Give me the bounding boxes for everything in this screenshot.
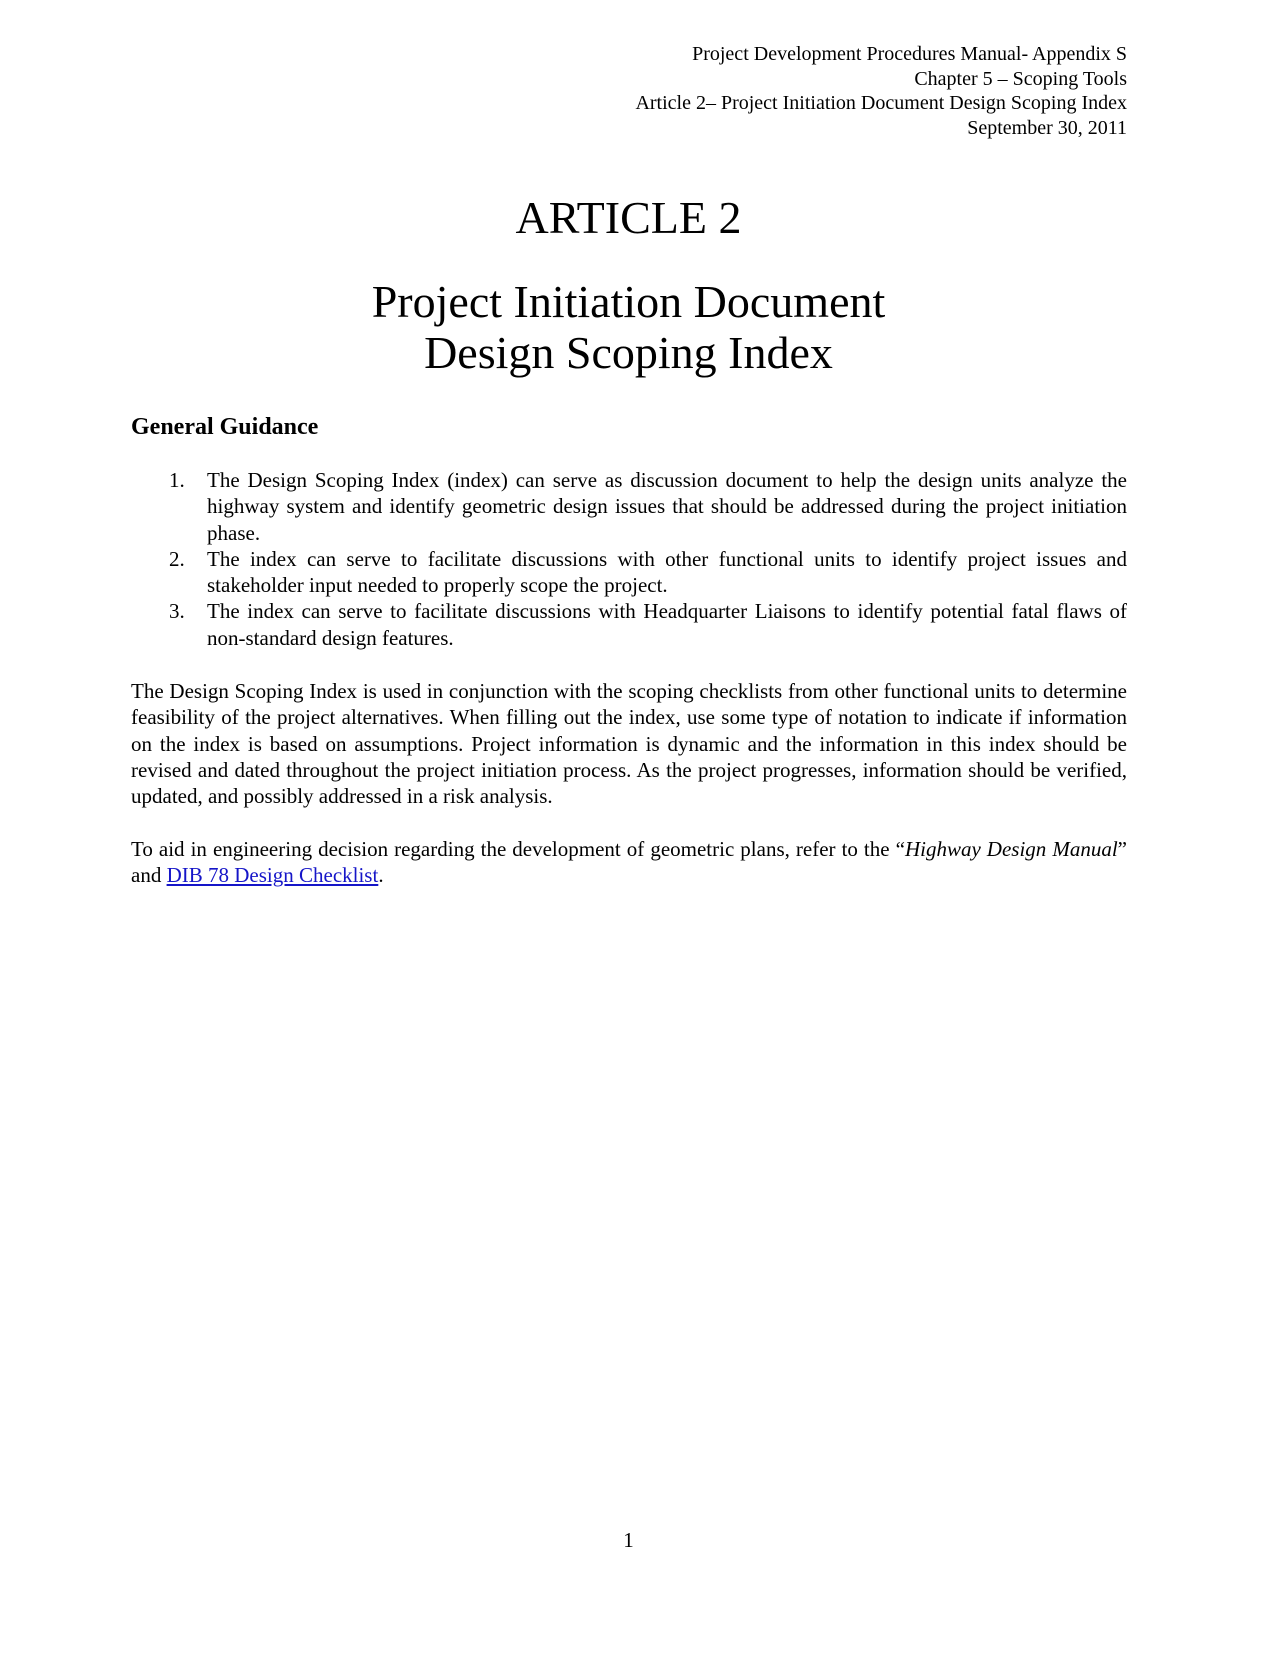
list-item-number: 1. (169, 468, 185, 492)
header-article: Article 2– Project Initiation Document Design Scoping Index (635, 92, 1127, 114)
body-paragraph: The Design Scoping Index is used in conjunction with the scoping checklists from other functional units to determine feasibility of the project alternatives. When filling out the index, use some type of notation to indicate if information on the index is based on assumptions. Project information is dynamic and the information in this index should be revised and dated throughout the project initiation process. As the project progresses, information should be verified, updated, and possibly addressed in a risk analysis. (131, 679, 1127, 809)
guidance-list (131, 467, 1127, 651)
list-item-number: 2. (169, 546, 185, 571)
document-title-line1: Project Initiation Document (371, 276, 886, 327)
reference-text-before: To aid in engineering decision regarding the development of geometric plans, refer to the “ (131, 837, 905, 861)
list-item-text: The index can serve to facilitate discussions with other functional units to identify project issues and stakeholder input needed to properly scope the project. (207, 546, 1127, 598)
document-title (0, 276, 1257, 378)
page-number: 1 (623, 1528, 634, 1552)
dib78-checklist-link[interactable]: DIB 78 Design Checklist (166, 863, 379, 888)
header-manual-title: Project Development Procedures Manual- Appendix S (692, 43, 1127, 65)
article-title: ARTICLE 2 (515, 192, 742, 243)
reference-text-after: . (378, 863, 384, 888)
list-item-text: The index can serve to facilitate discussions with Headquarter Liaisons to identify potential fatal flaws of non-standard design features. (207, 599, 1127, 650)
section-heading: General Guidance (131, 414, 319, 440)
page-header (635, 42, 1127, 140)
header-chapter: Chapter 5 – Scoping Tools (914, 67, 1127, 90)
reference-text-middle: ” and (131, 837, 1127, 888)
reference-paragraph (131, 836, 1127, 889)
list-item (131, 546, 1127, 599)
list-item-text: The Design Scoping Index (index) can serve as discussion document to help the design units analyze the highway system and identify geometric design issues that should be addressed during the project initiation phase. (207, 468, 1127, 545)
document-title-line2: Design Scoping Index (424, 327, 833, 378)
list-item (131, 598, 1127, 651)
manual-title: Highway Design Manual (904, 837, 1118, 861)
header-date: September 30, 2011 (967, 116, 1127, 139)
list-item-number: 3. (169, 599, 185, 624)
list-item (131, 467, 1127, 546)
